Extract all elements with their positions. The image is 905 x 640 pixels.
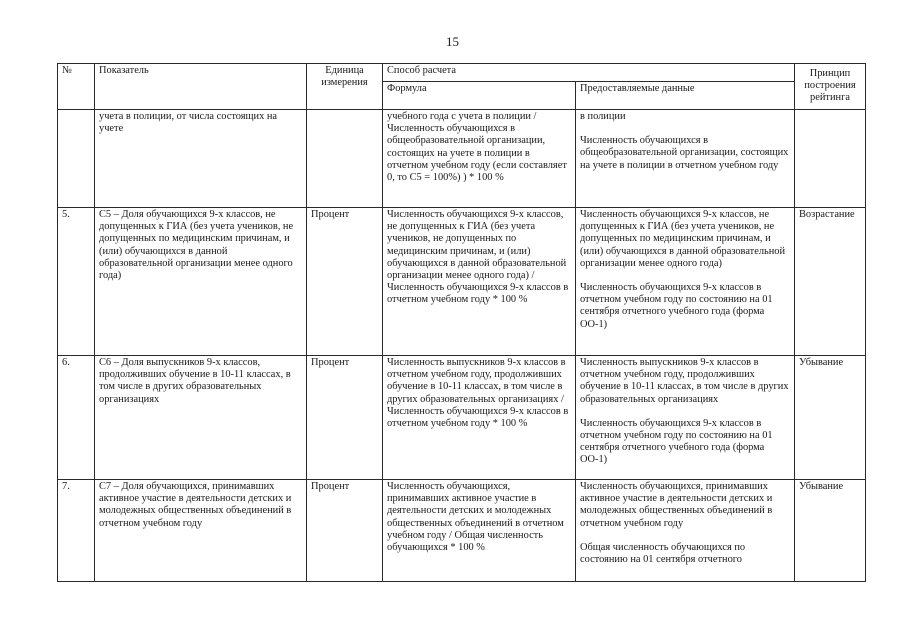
table-row [58,208,866,356]
row-formula: Численность обучающихся 9-х классов, не допущенных к ГИА (без учета учеников, не допущенных по медицинским причинам, и (или) обучающихся в данной образовательной организации менее одного года) / Численность обучающихся 9-х классов в отчетном учебном году * 100 % [383,208,576,356]
header-method: Способ расчета [383,64,795,82]
row-data [576,356,795,480]
row-unit: Процент [307,480,383,582]
row-unit: Процент [307,208,383,356]
row-principle [795,110,866,208]
indicators-table [57,63,866,582]
page-number: 15 [446,34,459,49]
row-unit [307,110,383,208]
row-number: 5. [58,208,95,356]
row-formula: Численность выпускников 9-х классов в отчетном учебном году, продолживших обучение в 10-11 классах, в том числе в других образовательных организациях / Численность обучающихся 9-х классов в отчетном учебном году * 100 % [383,356,576,480]
row-data-part-1: в полиции [580,111,626,122]
table-row [58,110,866,208]
row-data-part-1: Численность обучающихся 9-х классов, не допущенных к ГИА (без учета учеников, не допущенных по медицинским причинам, и (или) обучающихся в данной образовательной организации менее одного года) [580,209,786,269]
row-number [58,110,95,208]
row-indicator: С7 – Доля обучающихся, принимавших активное участие в деятельности детских и молодежных общественных объединений в отчетном учебном году [95,480,307,582]
row-number: 6. [58,356,95,480]
row-data-part-2: Численность обучающихся в общеобразовательной организации, состоящих на учете в полиции в отчетном учебном году [580,135,789,171]
header-unit: Единица измерения [307,64,383,110]
row-data [576,208,795,356]
row-data-part-2: Общая численность обучающихся по состоянию на 01 сентября отчетного [580,541,746,566]
row-data [576,480,795,582]
row-data-part-1: Численность обучающихся, принимавших активное участие в деятельности детских и молодежных общественных объединений в отчетном учебном году [580,481,773,529]
row-principle: Убывание [795,356,866,480]
header-data: Предоставляемые данные [576,82,795,110]
row-indicator: С5 – Доля обучающихся 9-х классов, не допущенных к ГИА (без учета учеников, не допущенных по медицинским причинам, и (или) обучающихся в данной образовательной организации менее одного года) [95,208,307,356]
row-indicator: учета в полиции, от числа состоящих на учете [95,110,307,208]
header-number: № [58,64,95,110]
header-indicator: Показатель [95,64,307,110]
row-indicator: С6 – Доля выпускников 9-х классов, продолживших обучение в 10-11 классах, в том числе в других образовательных организациях [95,356,307,480]
row-data [576,110,795,208]
row-data-part-2: Численность обучающихся 9-х классов в отчетном учебном году по состоянию на 01 сентября отчетного учебного года (форма ОО-1) [580,282,773,330]
row-number: 7. [58,480,95,582]
row-formula: учебного года с учета в полиции / Численность обучающихся в общеобразовательной организации, состоящих на учете в полиции в отчетном учебном году (если составляет 0, то С5 = 100%) ) * 100 % [383,110,576,208]
table-row [58,356,866,480]
header-formula: Формула [383,82,576,110]
row-unit: Процент [307,356,383,480]
header-principle: Принцип построения рейтинга [795,64,866,110]
row-principle: Убывание [795,480,866,582]
row-data-part-1: Численность выпускников 9-х классов в отчетном учебном году, продолживших обучение в 10-11 классах, в том числе в других образовательных организациях [580,357,789,405]
table-row [58,480,866,582]
row-formula: Численность обучающихся, принимавших активное участие в деятельности детских и молодежных общественных объединений в отчетном учебном году / Общая численность обучающихся * 100 % [383,480,576,582]
row-data-part-2: Численность обучающихся 9-х классов в отчетном учебном году по состоянию на 01 сентября отчетного учебного года (форма ОО-1) [580,417,773,466]
row-principle: Возрастание [795,208,866,356]
